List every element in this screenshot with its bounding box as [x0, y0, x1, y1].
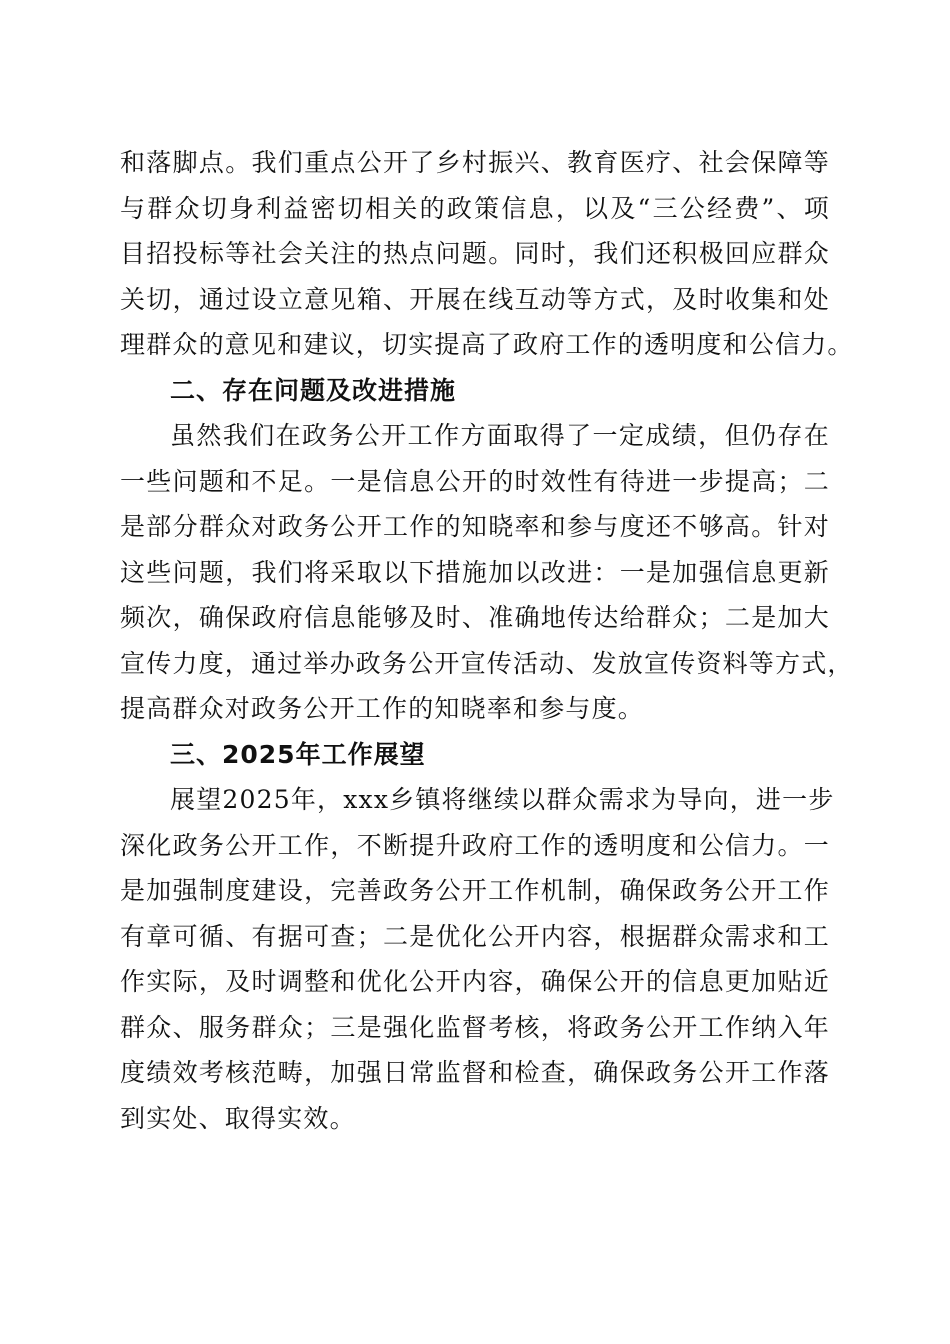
paragraph-line: 作实际，及时调整和优化公开内容，确保公开的信息更加贴近 [120, 967, 830, 996]
paragraph-line: 这些问题，我们将采取以下措施加以改进：一是加强信息更新 [120, 557, 830, 587]
paragraph-line: 有章可循、有据可查；二是优化公开内容，根据群众需求和工 [120, 921, 830, 951]
paragraph-line: 到实处、取得实效。 [120, 1103, 356, 1133]
paragraph-problems [120, 413, 854, 732]
paragraph-line: 是加强制度建设，完善政务公开工作机制，确保政务公开工作 [120, 876, 830, 905]
paragraph-line: 展望2025年，xxx乡镇将继续以群众需求为导向，进一步 [170, 785, 835, 814]
paragraph-line: 是部分群众对政务公开工作的知晓率和参与度还不够高。针对 [120, 512, 830, 541]
document-page [120, 140, 854, 1141]
paragraph-line: 目招投标等社会关注的热点问题。同时，我们还积极回应群众 [120, 239, 830, 268]
section-heading-problems: 二、存在问题及改进措施 [170, 375, 457, 405]
paragraph-line: 提高群众对政务公开工作的知晓率和参与度。 [120, 694, 645, 723]
paragraph-line: 群众、服务群众；三是强化监督考核，将政务公开工作纳入年 [120, 1012, 830, 1042]
section-heading-outlook: 三、2025年工作展望 [170, 739, 426, 769]
paragraph-outlook [120, 777, 835, 1141]
paragraph-line: 宣传力度，通过举办政务公开宣传活动、发放宣传资料等方式， [120, 648, 854, 678]
paragraph-line: 一些问题和不足。一是信息公开的时效性有待进一步提高；二 [120, 466, 830, 496]
paragraph-line: 虽然我们在政务公开工作方面取得了一定成绩，但仍存在 [170, 421, 830, 450]
paragraph-line: 与群众切身利益密切相关的政策信息，以及“三公经费”、项 [120, 193, 830, 223]
paragraph-line: 度绩效考核范畴，加强日常监督和检查，确保政务公开工作落 [120, 1058, 830, 1087]
paragraph-line: 关切，通过设立意见箱、开展在线互动等方式，及时收集和处 [120, 284, 830, 314]
paragraph-line: 理群众的意见和建议，切实提高了政府工作的透明度和公信力。 [120, 330, 854, 359]
paragraph-line: 频次，确保政府信息能够及时、准确地传达给群众；二是加大 [120, 603, 830, 632]
paragraph-line: 深化政务公开工作，不断提升政府工作的透明度和公信力。一 [120, 830, 830, 860]
paragraph-line: 和落脚点。我们重点公开了乡村振兴、教育医疗、社会保障等 [120, 148, 830, 177]
paragraph-public-content [120, 140, 854, 368]
